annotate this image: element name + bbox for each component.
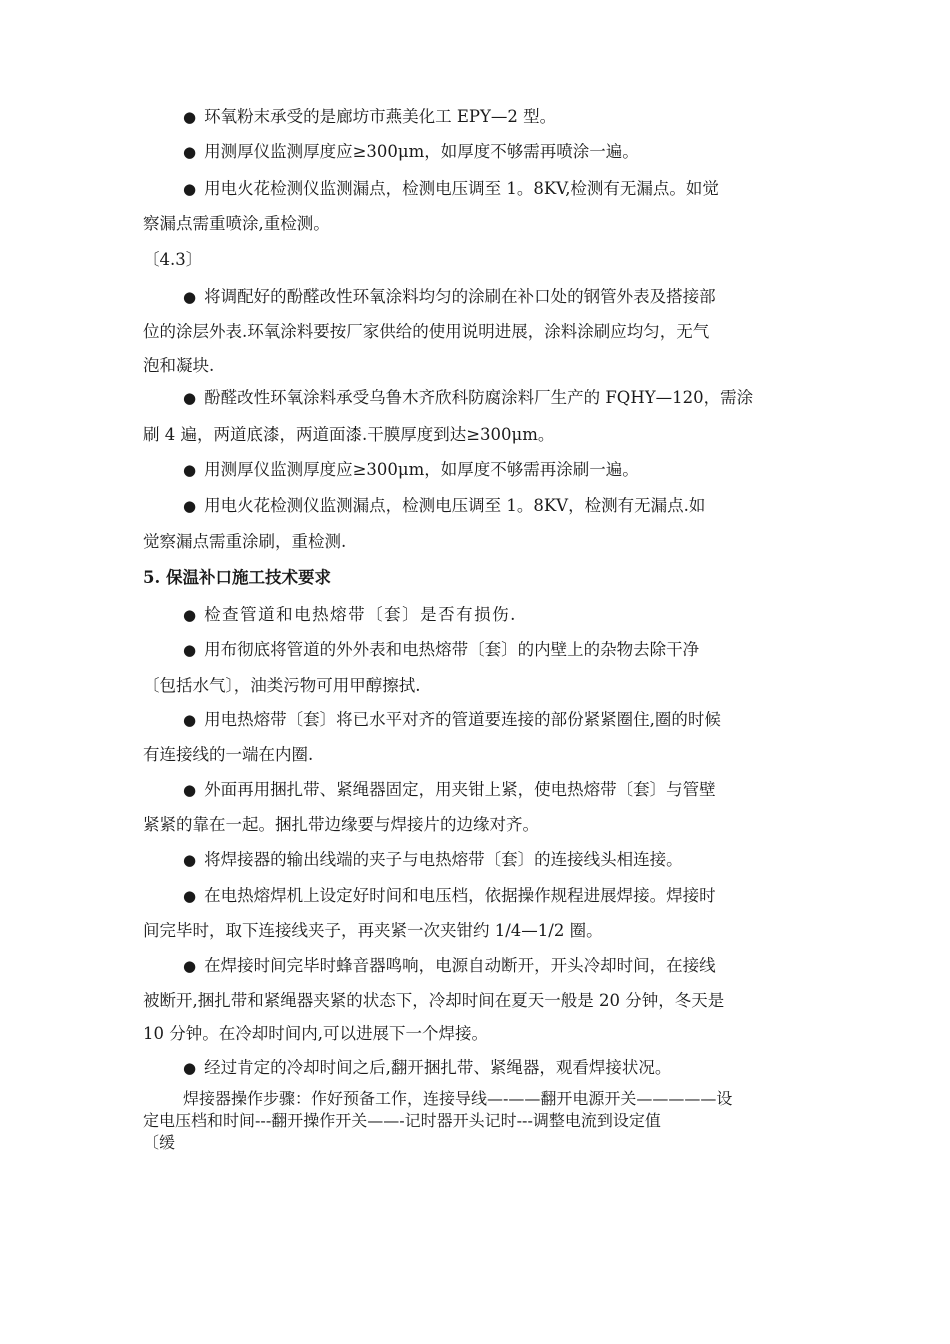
paragraph-line: 有连接线的一端在内圈. bbox=[143, 745, 314, 764]
list-item bbox=[183, 494, 813, 518]
bullet-icon: ● bbox=[183, 641, 197, 659]
line-text: 用电火花检测仪监测漏点，检测电压调至 1。8KV，检测有无漏点.如 bbox=[204, 496, 706, 515]
section-number: 〔4.3〕 bbox=[143, 250, 203, 269]
bullet-icon: ● bbox=[183, 143, 197, 161]
paragraph-line: 刷 4 遍，两道底漆，两道面漆.干膜厚度到达≥300μm。 bbox=[143, 425, 555, 444]
list-item bbox=[183, 105, 813, 129]
line-text: 用电火花检测仪监测漏点，检测电压调至 1。8KV,检测有无漏点。如觉 bbox=[204, 179, 719, 198]
list-item bbox=[183, 458, 813, 482]
list-item bbox=[183, 1056, 813, 1080]
bullet-icon: ● bbox=[183, 1059, 197, 1077]
bullet-icon: ● bbox=[183, 781, 197, 799]
paragraph-line: 定电压档和时间---翻开操作开关——-记时器开头记时---调整电流到设定值 bbox=[143, 1111, 661, 1130]
line-text: 将焊接器的输出线端的夹子与电热熔带〔套〕的连接线头相连接。 bbox=[204, 850, 683, 869]
paragraph-line: 〔包括水气〕，油类污物可用甲醇擦拭. bbox=[143, 676, 421, 695]
paragraph-line: 10 分钟。在冷却时间内,可以进展下一个焊接。 bbox=[143, 1024, 488, 1043]
list-item bbox=[183, 177, 813, 201]
bullet-icon: ● bbox=[183, 957, 197, 975]
list-item bbox=[183, 285, 813, 309]
list-item bbox=[183, 638, 813, 662]
line-text: 在焊接时间完毕时蜂音器鸣响，电源自动断开，开头冷却时间，在接线 bbox=[204, 956, 716, 975]
section-heading: 5. 保温补口施工技术要求 bbox=[143, 568, 331, 587]
line-text: 用布彻底将管道的外外表和电热熔带〔套〕的内壁上的杂物去除干净 bbox=[204, 640, 700, 659]
line-text: 酚醛改性环氧涂料承受乌鲁木齐欣科防腐涂料厂生产的 FQHY—120，需涂 bbox=[204, 388, 754, 407]
list-item bbox=[183, 140, 813, 164]
list-item bbox=[183, 954, 813, 978]
paragraph-line: 紧紧的靠在一起。捆扎带边缘要与焊接片的边缘对齐。 bbox=[143, 815, 539, 834]
bullet-icon: ● bbox=[183, 711, 197, 729]
bullet-icon: ● bbox=[183, 606, 197, 624]
bullet-icon: ● bbox=[183, 497, 197, 515]
bullet-icon: ● bbox=[183, 288, 197, 306]
paragraph-line: 觉察漏点需重涂刷，重检测. bbox=[143, 532, 347, 551]
line-text: 外面再用捆扎带、紧绳器固定，用夹钳上紧，使电热熔带〔套〕与管壁 bbox=[204, 780, 716, 799]
paragraph-line: 间完毕时，取下连接线夹子，再夹紧一次夹钳约 1/4—1/2 圈。 bbox=[143, 921, 603, 940]
bullet-icon: ● bbox=[183, 887, 197, 905]
line-text: 用测厚仪监测厚度应≥300μm，如厚度不够需再涂刷一遍。 bbox=[204, 460, 639, 479]
list-item bbox=[183, 603, 813, 627]
bullet-icon: ● bbox=[183, 461, 197, 479]
bullet-icon: ● bbox=[183, 389, 197, 407]
line-text: 经过肯定的冷却时间之后,翻开捆扎带、紧绳器，观看焊接状况。 bbox=[204, 1058, 672, 1077]
list-item bbox=[183, 778, 813, 802]
paragraph-line: 位的涂层外表.环氧涂料要按厂家供给的使用说明进展，涂料涂刷应均匀，无气 bbox=[143, 322, 710, 341]
line-text: 检查管道和电热熔带〔套〕是否有损伤. bbox=[204, 605, 517, 624]
line-text: 环氧粉末承受的是廊坊市燕美化工 EPY—2 型。 bbox=[204, 107, 557, 126]
line-text: 用电热熔带〔套〕将已水平对齐的管道要连接的部份紧紧圈住,圈的时候 bbox=[204, 710, 721, 729]
paragraph-line: 焊接器操作步骤：作好预备工作，连接导线—-——翻开电源开关—————设 bbox=[183, 1089, 733, 1108]
list-item bbox=[183, 708, 813, 732]
bullet-icon: ● bbox=[183, 108, 197, 126]
list-item bbox=[183, 386, 813, 410]
paragraph-line: 被断开,捆扎带和紧绳器夹紧的状态下，冷却时间在夏天一般是 20 分钟，冬天是 bbox=[143, 991, 725, 1010]
list-item bbox=[183, 884, 813, 908]
paragraph-line: 察漏点需重喷涂,重检测。 bbox=[143, 214, 330, 233]
paragraph-line: 泡和凝块. bbox=[143, 356, 215, 375]
bullet-icon: ● bbox=[183, 851, 197, 869]
list-item bbox=[183, 848, 813, 872]
line-text: 将调配好的酚醛改性环氧涂料均匀的涂刷在补口处的钢管外表及搭接部 bbox=[204, 287, 716, 306]
bullet-icon: ● bbox=[183, 180, 197, 198]
line-text: 用测厚仪监测厚度应≥300μm，如厚度不够需再喷涂一遍。 bbox=[204, 142, 639, 161]
paragraph-line: 〔缓 bbox=[143, 1133, 176, 1152]
line-text: 在电热熔焊机上设定好时间和电压档，依据操作规程进展焊接。焊接时 bbox=[204, 886, 716, 905]
